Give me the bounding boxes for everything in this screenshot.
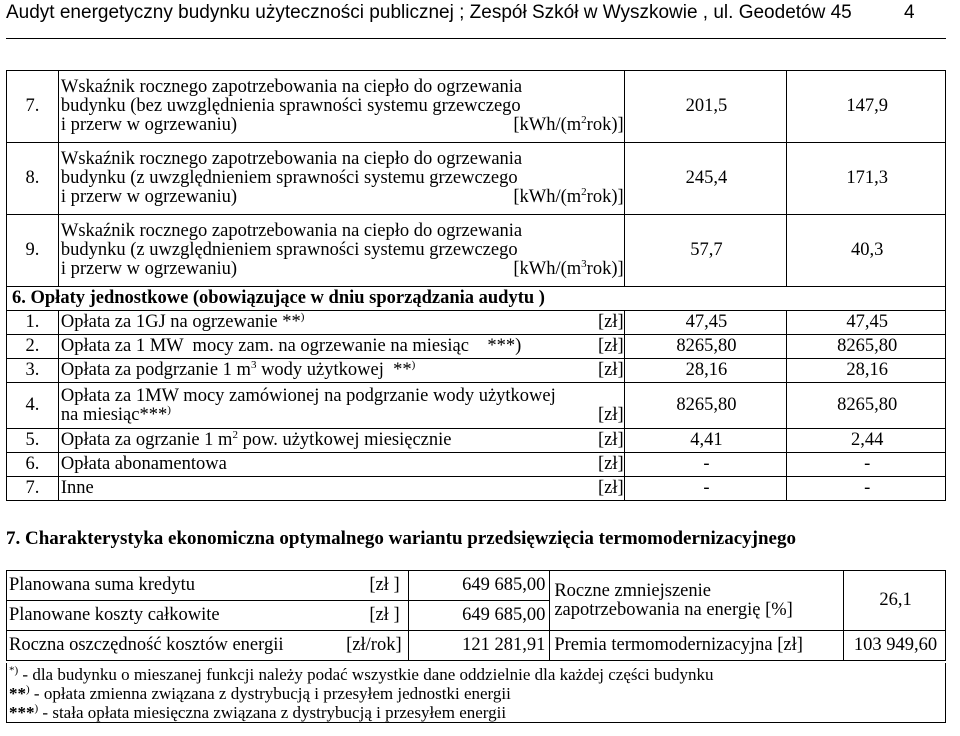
reduction-label: Roczne zmniejszenie — [554, 580, 711, 601]
table-row — [7, 143, 946, 215]
description-line — [60, 185, 624, 207]
reduction-label: zapotrzebowania na energię [%] — [554, 599, 793, 620]
header-divider — [6, 38, 946, 39]
value-before: 47,45 — [624, 311, 787, 335]
footnote: ***) - stała opłata miesięczna związana z dystrybucją i przesyłem energii — [9, 702, 507, 722]
value-before: 8265,80 — [624, 335, 787, 359]
table-row — [7, 571, 946, 601]
credit-label: Planowana suma kredytu — [9, 575, 195, 595]
value-after: 8265,80 — [787, 335, 946, 359]
value-after: 47,45 — [787, 311, 946, 335]
table-row — [7, 429, 946, 453]
description-line: Wskaźnik rocznego zapotrzebowania na ciepło do ogrzewania — [60, 77, 523, 97]
credit-value: 649 685,00 — [408, 571, 550, 601]
value-before: - — [624, 477, 787, 501]
cost-unit: [zł ] — [369, 605, 400, 625]
unit-label: $[kWh/(m^3rok)]$ — [513, 257, 624, 279]
row-number: 2. — [7, 335, 59, 359]
unit-label: [zł] — [597, 404, 624, 425]
description-line — [60, 113, 624, 135]
row-description: Opłata za 1 MW mocy zam. na ogrzewanie na miesiąc ***) [zł] — [58, 335, 624, 359]
row-description — [58, 71, 624, 143]
row-description — [58, 215, 624, 287]
table-row — [7, 359, 946, 383]
table-row — [7, 631, 946, 661]
page-number: 4 — [904, 2, 915, 23]
table-row — [7, 215, 946, 287]
saving-label: Roczna oszczędność kosztów energii — [9, 635, 284, 655]
description-line — [60, 257, 624, 279]
description-line: budynku (bez uwzględnienia sprawności systemu grzewczego — [60, 96, 521, 116]
row-number: 9. — [7, 215, 59, 287]
value-after: - — [787, 477, 946, 501]
section6-title: 6. Opłaty jednostkowe (obowiązujące w dniu sporządzania audytu ) — [7, 287, 946, 311]
value-before: 28,16 — [624, 359, 787, 383]
row-number: 7. — [7, 71, 59, 143]
row-number: 4. — [7, 383, 59, 429]
row-description: Opłata za ogrzanie 1 $m^2$ pow. użytkowej miesięcznie [zł] — [58, 429, 624, 453]
description-line: Wskaźnik rocznego zapotrzebowania na ciepło do ogrzewania — [60, 221, 523, 241]
value-after: 147,9 — [787, 71, 946, 143]
row-description: Opłata abonamentowa [zł] — [58, 453, 624, 477]
reduction-value: 26,1 — [844, 571, 946, 631]
table-row — [7, 453, 946, 477]
reduction-cell — [550, 571, 844, 631]
table-row — [7, 383, 946, 429]
row-description — [58, 143, 624, 215]
saving-unit: [zł/rok] — [346, 635, 402, 655]
economics-table — [6, 570, 946, 661]
description-line: Wskaźnik rocznego zapotrzebowania na ciepło do ogrzewania — [60, 149, 523, 169]
description-line: Opłata za 1MW mocy zamówionej na podgrzanie wody użytkowej — [60, 385, 556, 406]
section7-title: 7. Charakterystyka ekonomiczna optymalnego wariantu przedsięwzięcia termomodernizacyjnego — [6, 528, 796, 549]
value-after: 2,44 — [787, 429, 946, 453]
unit-label: [zł] — [597, 454, 624, 474]
row-description: Opłata za 1MW mocy zamówionej na podgrzanie wody użytkowej na miesiąc***) [zł] — [58, 383, 624, 429]
header-title: Audyt energetyczny budynku użyteczności publicznej ; Zespół Szkół w Wyszkowie , ul. Geodetów 45 — [6, 2, 852, 23]
unit-label: [zł] — [597, 336, 624, 356]
premium-label: Premia termomodernizacyjna [zł] — [550, 631, 844, 661]
unit-label: [zł] — [597, 360, 624, 380]
value-before: 245,4 — [624, 143, 787, 215]
row-number: 6. — [7, 453, 59, 477]
row-number: 8. — [7, 143, 59, 215]
cost-label: Planowane koszty całkowite — [9, 605, 220, 625]
description-text: i przerw w ogrzewaniu) — [60, 259, 238, 279]
table-row — [7, 477, 946, 501]
unit-label: [zł] — [597, 478, 624, 498]
value-after: 40,3 — [787, 215, 946, 287]
description-line: budynku (z uwzględnieniem sprawności systemu grzewczego — [60, 240, 518, 260]
value-before: 4,41 — [624, 429, 787, 453]
row-number: 3. — [7, 359, 59, 383]
value-after: 28,16 — [787, 359, 946, 383]
indicators-table — [6, 70, 946, 501]
value-before: - — [624, 453, 787, 477]
value-before: 201,5 — [624, 71, 787, 143]
value-after: 171,3 — [787, 143, 946, 215]
row-number: 5. — [7, 429, 59, 453]
premium-value: 103 949,60 — [844, 631, 946, 661]
footnote: **) - opłata zmienna związana z dystrybucją i przesyłem jednostki energii — [9, 683, 511, 703]
row-description: Opłata za podgrzanie 1 $m^3$ wody użytkowej **) [zł] — [58, 359, 624, 383]
row-number: 1. — [7, 311, 59, 335]
cost-cell — [7, 601, 409, 631]
saving-cell — [7, 631, 409, 661]
value-before: 57,7 — [624, 215, 787, 287]
page-header — [6, 0, 915, 26]
table-row — [7, 335, 946, 359]
description-text: i przerw w ogrzewaniu) — [60, 115, 238, 135]
footnotes-cell — [7, 663, 946, 723]
description-line: budynku (z uwzględnieniem sprawności systemu grzewczego — [60, 168, 518, 188]
value-after: 8265,80 — [787, 383, 946, 429]
footnotes — [6, 663, 946, 723]
credit-cell — [7, 571, 409, 601]
table-row — [7, 311, 946, 335]
section6-title-row — [7, 287, 946, 311]
footnote: *) - dla budynku o mieszanej funkcji należy podać wszystkie dane oddzielnie dla każdej części budynku — [9, 664, 714, 684]
description-text: i przerw w ogrzewaniu) — [60, 187, 238, 207]
cost-value: 649 685,00 — [408, 601, 550, 631]
row-number: 7. — [7, 477, 59, 501]
saving-value: 121 281,91 — [408, 631, 550, 661]
value-before: 8265,80 — [624, 383, 787, 429]
unit-label: [zł] — [597, 312, 624, 332]
unit-label: $[kWh/(m^2rok)]$ — [513, 185, 624, 207]
table-row — [7, 71, 946, 143]
row-description: Opłata za 1GJ na ogrzewanie **) [zł] — [58, 311, 624, 335]
unit-label: [zł] — [597, 430, 624, 450]
row-description: Inne [zł] — [58, 477, 624, 501]
value-after: - — [787, 453, 946, 477]
credit-unit: [zł ] — [369, 575, 400, 595]
unit-label: $[kWh/(m^2rok)]$ — [513, 113, 624, 135]
